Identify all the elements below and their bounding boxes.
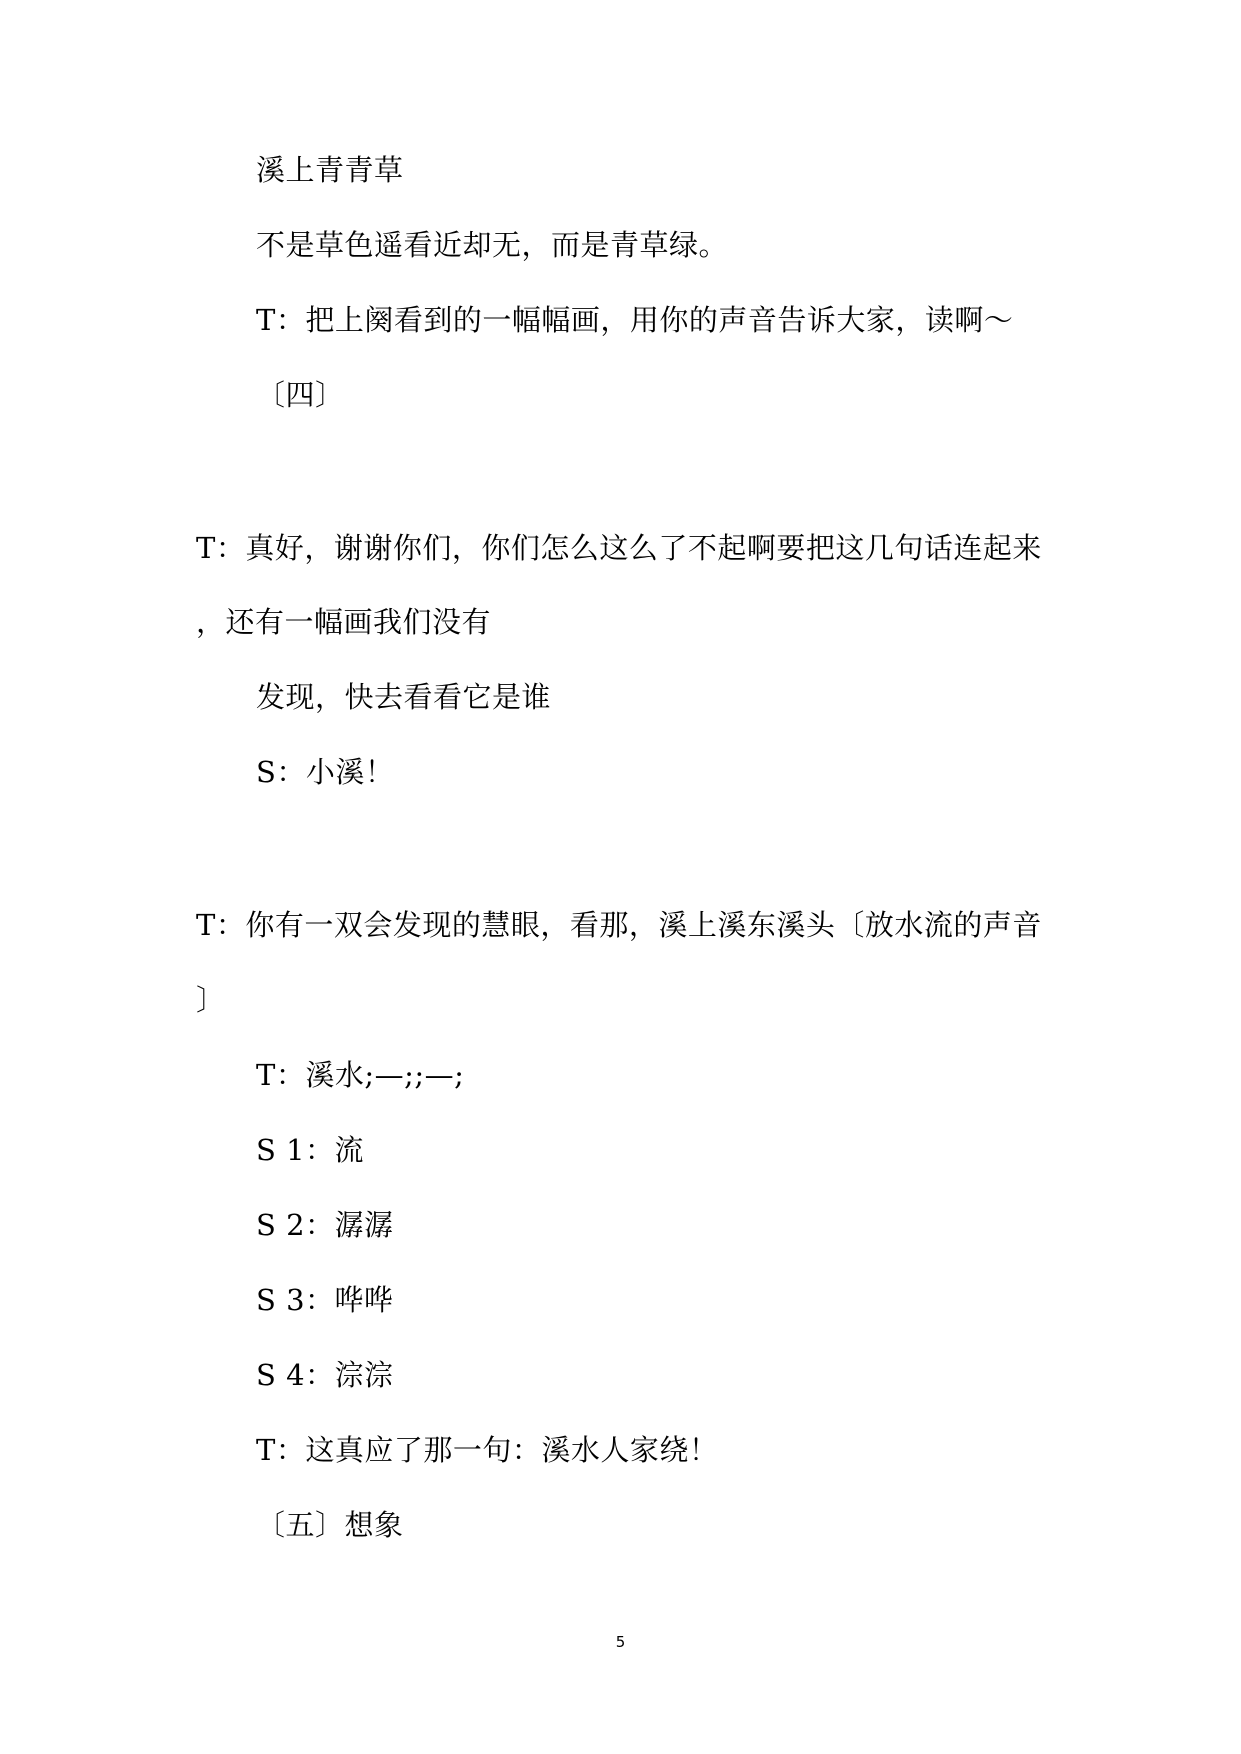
section-heading: 〔四〕 xyxy=(256,378,345,412)
text-line: 溪上青青草 xyxy=(256,153,404,187)
text-line: 发现，快去看看它是谁 xyxy=(256,680,552,714)
text-line: S 2：潺潺 xyxy=(256,1208,394,1242)
text-line: 〕 xyxy=(196,983,226,1017)
text-line: T：真好，谢谢你们，你们怎么这么了不起啊要把这几句话连起来 xyxy=(196,531,1042,565)
text-line: ，还有一幅画我们没有 xyxy=(196,605,492,639)
text-line: S 4：淙淙 xyxy=(256,1358,394,1392)
text-line: T：溪水;—;;—; xyxy=(256,1058,465,1092)
text-line: T：这真应了那一句：溪水人家绕！ xyxy=(256,1433,719,1467)
text-line: S 1：流 xyxy=(256,1133,365,1167)
text-line: T：你有一双会发现的慧眼，看那，溪上溪东溪头〔放水流的声音 xyxy=(196,908,1042,942)
text-line: 不是草色遥看近却无，而是青草绿。 xyxy=(256,228,729,262)
page-number: 5 xyxy=(615,1633,626,1651)
section-heading: 〔五〕想象 xyxy=(256,1508,404,1542)
text-line: T：把上阕看到的一幅幅画，用你的声音告诉大家，读啊～ xyxy=(256,303,1014,337)
text-line: S：小溪！ xyxy=(256,755,395,789)
text-line: S 3：哗哗 xyxy=(256,1283,394,1317)
